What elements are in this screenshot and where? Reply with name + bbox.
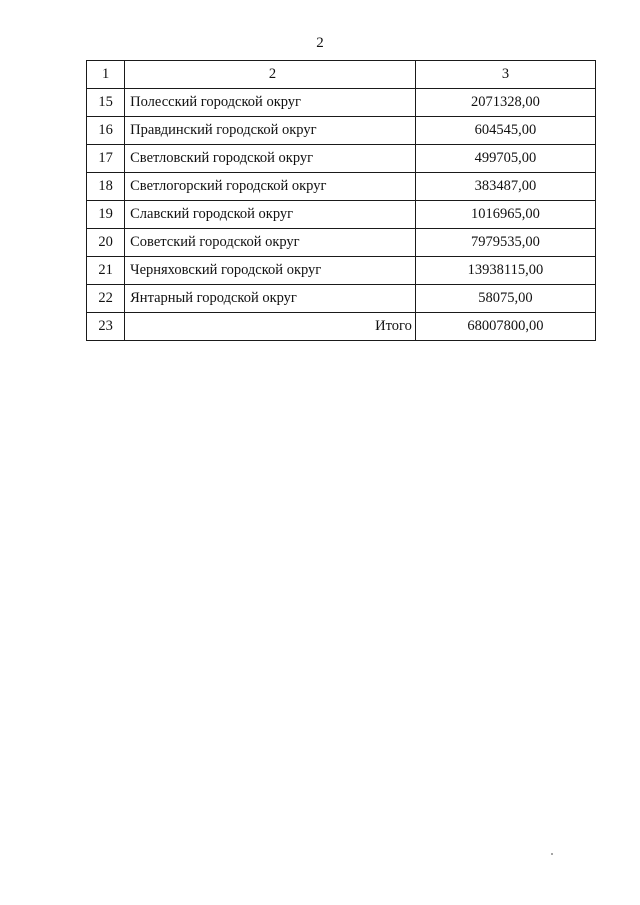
scan-speck <box>551 853 553 855</box>
header-col-2: 2 <box>125 61 416 89</box>
row-district-name: Славский городской округ <box>125 201 416 229</box>
table-row <box>87 257 596 285</box>
row-number: 19 <box>87 201 125 229</box>
row-amount: 7979535,00 <box>415 229 595 257</box>
row-number: 20 <box>87 229 125 257</box>
row-district-name: Светлогорский городской округ <box>125 173 416 201</box>
row-amount: 499705,00 <box>415 145 595 173</box>
row-number: 15 <box>87 89 125 117</box>
row-district-name: Янтарный городской округ <box>125 285 416 313</box>
allocation-table <box>86 60 596 341</box>
table-row <box>87 201 596 229</box>
table-row <box>87 173 596 201</box>
row-amount: 383487,00 <box>415 173 595 201</box>
table-total-row <box>87 313 596 341</box>
total-row-number: 23 <box>87 313 125 341</box>
row-number: 18 <box>87 173 125 201</box>
row-district-name: Правдинский городской округ <box>125 117 416 145</box>
table-row <box>87 89 596 117</box>
page-number: 2 <box>316 35 324 51</box>
header-col-3: 3 <box>415 61 595 89</box>
row-number: 16 <box>87 117 125 145</box>
row-amount: 1016965,00 <box>415 201 595 229</box>
table-row <box>87 145 596 173</box>
row-district-name: Советский городской округ <box>125 229 416 257</box>
row-district-name: Полесский городской округ <box>125 89 416 117</box>
header-col-1: 1 <box>87 61 125 89</box>
table-row <box>87 117 596 145</box>
row-amount: 13938115,00 <box>415 257 595 285</box>
table-header-row <box>87 61 596 89</box>
row-district-name: Светловский городской округ <box>125 145 416 173</box>
row-amount: 604545,00 <box>415 117 595 145</box>
table-row <box>87 285 596 313</box>
row-number: 21 <box>87 257 125 285</box>
total-amount: 68007800,00 <box>415 313 595 341</box>
row-amount: 2071328,00 <box>415 89 595 117</box>
row-amount: 58075,00 <box>415 285 595 313</box>
row-number: 17 <box>87 145 125 173</box>
row-district-name: Черняховский городской округ <box>125 257 416 285</box>
total-label: Итого <box>125 313 416 341</box>
row-number: 22 <box>87 285 125 313</box>
table-row <box>87 229 596 257</box>
